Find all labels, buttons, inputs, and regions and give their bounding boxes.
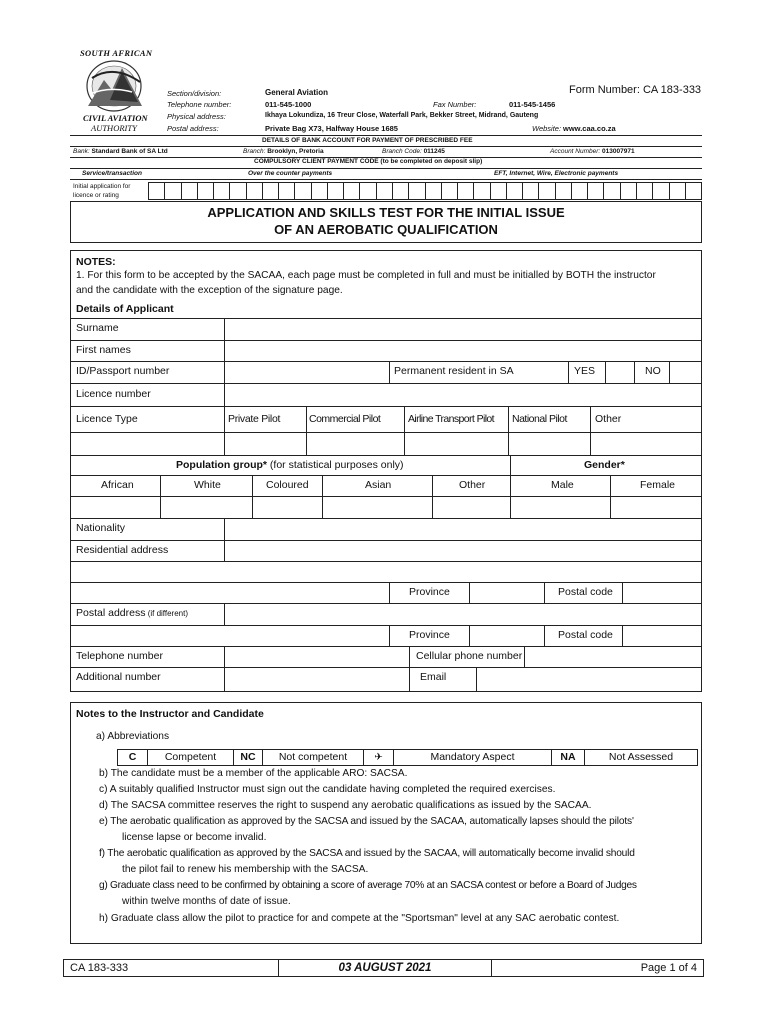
residential-address-field[interactable] — [225, 541, 701, 561]
licence-number-field[interactable] — [225, 384, 701, 406]
postal-code-label-2: Postal code — [558, 629, 613, 641]
col-line — [389, 625, 390, 646]
female-label: Female — [640, 479, 676, 491]
header-divider — [70, 135, 702, 136]
col-line — [409, 667, 410, 692]
male-label: Male — [551, 479, 574, 491]
nationality-label: Nationality — [76, 522, 126, 534]
province-label: Province — [409, 586, 450, 598]
airplane-icon: ✈ — [364, 750, 394, 765]
col-line — [568, 361, 569, 383]
branch-code-label: Branch Code: 011245 — [382, 148, 445, 155]
col-line — [634, 361, 635, 383]
gender-checkbox-female[interactable] — [611, 497, 701, 518]
eft-label: EFT, Internet, Wire, Electronic payments — [494, 170, 619, 177]
initial-app-label-2: licence or rating — [73, 192, 119, 199]
fax-value: 011-545-1456 — [509, 100, 556, 109]
abbr-label: Mandatory Aspect — [394, 750, 552, 765]
abbr-code: NA — [552, 750, 585, 765]
first-names-field[interactable] — [225, 341, 701, 361]
note-b: b) The candidate must be a member of the applicable ARO: SACSA. — [99, 768, 408, 779]
private-pilot-label: Private Pilot — [228, 413, 281, 425]
postal-province-field[interactable] — [470, 626, 543, 646]
section-value: General Aviation — [265, 88, 328, 97]
row-line — [70, 455, 702, 456]
note-d: d) The SACSA committee reserves the right to suspend any aerobatic qualifications as issued by the SACAA. — [99, 800, 592, 811]
telephone-label: Telephone number — [76, 650, 163, 662]
asian-label: Asian — [365, 479, 392, 491]
phys-value: Ikhaya Lokundiza, 16 Treur Close, Waterfall Park, Bekker Street, Midrand, Gauteng — [265, 112, 539, 119]
commercial-pilot-label: Commercial Pilot — [309, 413, 381, 425]
gender-label: Gender* — [584, 459, 625, 471]
note-c: c) A suitably qualified Instructor must sign out the candidate having completed the required exercises. — [99, 784, 556, 795]
note-f-1: f) The aerobatic qualification as approved by the SACSA and issued by the SACAA, will automatically become invalid should — [99, 848, 635, 859]
logo-bottom-text-2: AUTHORITY — [91, 123, 137, 133]
other-population-label: Other — [459, 479, 486, 491]
licence-type-checkbox-national[interactable] — [509, 433, 589, 455]
fax-label: Fax Number: — [433, 100, 477, 109]
no-checkbox[interactable] — [670, 362, 701, 383]
page-title-line1: APPLICATION AND SKILLS TEST FOR THE INITIAL ISSUE — [207, 205, 565, 220]
surname-label: Surname — [76, 322, 119, 334]
abbr-code: C — [118, 750, 148, 765]
col-line — [389, 361, 390, 383]
population-checkbox-other[interactable] — [433, 497, 509, 518]
population-checkbox-white[interactable] — [161, 497, 251, 518]
logo-bottom-text-1: CIVIL AVIATION — [83, 113, 148, 123]
abbr-label: Not Assessed — [608, 751, 674, 763]
gender-checkbox-male[interactable] — [511, 497, 609, 518]
note-h: h) Graduate class allow the pilot to practice for and compete at the "Sportsman" level at any SAC aerobatic contest. — [99, 913, 620, 924]
row-line — [70, 625, 702, 626]
branch-label: Branch: Brooklyn, Pretoria — [243, 148, 324, 155]
col-line — [389, 582, 390, 603]
form-number: Form Number: CA 183-333 — [569, 84, 702, 96]
service-label: Service/transaction — [82, 170, 142, 177]
footer-page-number: Page 1 of 4 — [640, 962, 697, 974]
first-names-label: First names — [76, 344, 131, 356]
african-label: African — [101, 479, 134, 491]
population-checkbox-asian[interactable] — [323, 497, 431, 518]
note-a: a) Abbreviations — [96, 731, 170, 742]
applicant-heading: Details of Applicant — [76, 303, 174, 315]
abbr-label: Competent — [148, 750, 234, 765]
col-line — [409, 646, 410, 667]
white-label: White — [194, 479, 221, 491]
tel-value: 011-545-1000 — [265, 100, 312, 109]
province-field[interactable] — [470, 583, 543, 603]
notes-line1: 1. For this form to be accepted by the SACAA, each page must be completed in full and must be initialled by BOTH the instructor — [76, 270, 656, 281]
id-field[interactable] — [225, 362, 388, 383]
col-line — [544, 582, 545, 603]
col-line — [544, 625, 545, 646]
telephone-field[interactable] — [225, 647, 408, 667]
no-label: NO — [645, 365, 661, 377]
licence-number-label: Licence number — [76, 388, 151, 400]
id-label: ID/Passport number — [76, 365, 170, 377]
yes-label: YES — [574, 365, 596, 377]
initial-app-label-1: Initial application for — [73, 183, 131, 190]
postal-value: Private Bag X73, Halfway House 1685 — [265, 124, 398, 133]
population-group-label: Population group* (for statistical purposes only) — [176, 459, 404, 471]
footer-bar — [63, 959, 704, 977]
instructor-notes-heading: Notes to the Instructor and Candidate — [76, 708, 264, 720]
bank-title: DETAILS OF BANK ACCOUNT FOR PAYMENT OF PRESCRIBED FEE — [262, 137, 473, 144]
licence-type-checkbox-private[interactable] — [225, 433, 305, 455]
counter-label: Over the counter payments — [248, 170, 333, 177]
bank-label: Bank: Standard Bank of SA Ltd — [73, 148, 168, 155]
cellular-label: Cellular phone number — [416, 650, 523, 662]
tel-label: Telephone number: — [167, 100, 232, 109]
coloured-label: Coloured — [266, 479, 309, 491]
notes-heading: NOTES: — [76, 256, 116, 268]
email-field[interactable] — [477, 668, 701, 691]
postal-province-label: Province — [409, 629, 450, 641]
abbr-label: Not competent — [263, 750, 364, 765]
cellular-field[interactable] — [525, 647, 701, 667]
additional-number-field[interactable] — [225, 668, 408, 691]
postal-code-field[interactable] — [623, 583, 701, 603]
footer-form-number: CA 183-333 — [64, 960, 279, 976]
population-checkbox-african[interactable] — [71, 497, 159, 518]
note-g-1: g) Graduate class need to be confirmed by obtaining a score of average 70% at an SACSA contest or before a Board of Judges — [99, 880, 637, 891]
caa-logo-icon — [80, 58, 152, 116]
nationality-field[interactable] — [225, 519, 701, 540]
licence-type-checkbox-commercial[interactable] — [307, 433, 403, 455]
phys-label: Physical address: — [167, 112, 226, 121]
divider — [70, 168, 702, 169]
other-licence-label: Other — [595, 413, 622, 425]
licence-type-other-field[interactable] — [591, 433, 701, 455]
email-label: Email — [420, 671, 447, 683]
row-line — [70, 582, 702, 583]
website-link[interactable]: www.caa.co.za — [563, 124, 616, 133]
permanent-resident-label: Permanent resident in SA — [394, 365, 514, 377]
row-line — [70, 406, 702, 407]
surname-field[interactable] — [225, 319, 701, 340]
payment-code-title: COMPULSORY CLIENT PAYMENT CODE (to be completed on deposit slip) — [254, 158, 483, 165]
national-pilot-label: National Pilot — [512, 413, 567, 425]
row-line — [70, 475, 702, 476]
divider — [70, 179, 702, 180]
licence-type-label: Licence Type — [76, 413, 138, 425]
page-title-line2: OF AN AEROBATIC QUALIFICATION — [274, 222, 498, 237]
payment-code-boxes[interactable] — [148, 182, 702, 200]
section-label: Section/division: — [167, 89, 222, 98]
note-f-2: the pilot fail to renew his membership with the SACSA. — [122, 864, 369, 875]
residential-address-label: Residential address — [76, 544, 169, 556]
notes-line2: and the candidate with the exception of the signature page. — [76, 285, 343, 296]
note-e-2: license lapse or become invalid. — [122, 832, 267, 843]
note-g-2: within twelve months of date of issue. — [122, 896, 291, 907]
abbreviations-table — [117, 749, 698, 766]
postal-address-field[interactable] — [225, 604, 701, 625]
postal-label: Postal address: — [167, 124, 219, 133]
yes-checkbox[interactable] — [606, 362, 633, 383]
additional-number-label: Additional number — [76, 671, 161, 683]
population-checkbox-coloured[interactable] — [253, 497, 321, 518]
residential-address-line2[interactable] — [71, 562, 701, 582]
postal-code-label: Postal code — [558, 586, 613, 598]
divider — [70, 146, 702, 147]
abbr-code: NC — [234, 750, 263, 765]
account-label: Account Number: 013007971 — [550, 148, 635, 155]
website-label: Website: — [532, 124, 562, 133]
logo-top-text: SOUTH AFRICAN — [80, 48, 153, 58]
postal-address-label: Postal address (if different) — [76, 607, 189, 619]
airline-pilot-label: Airline Transport Pilot — [408, 413, 494, 425]
footer-date: 03 AUGUST 2021 — [279, 960, 492, 976]
postal-code-field-2[interactable] — [623, 626, 701, 646]
licence-type-checkbox-airline[interactable] — [405, 433, 507, 455]
note-e-1: e) The aerobatic qualification as approved by the SACSA and issued by the SACAA, automatically lapses should the pilots' — [99, 816, 634, 827]
